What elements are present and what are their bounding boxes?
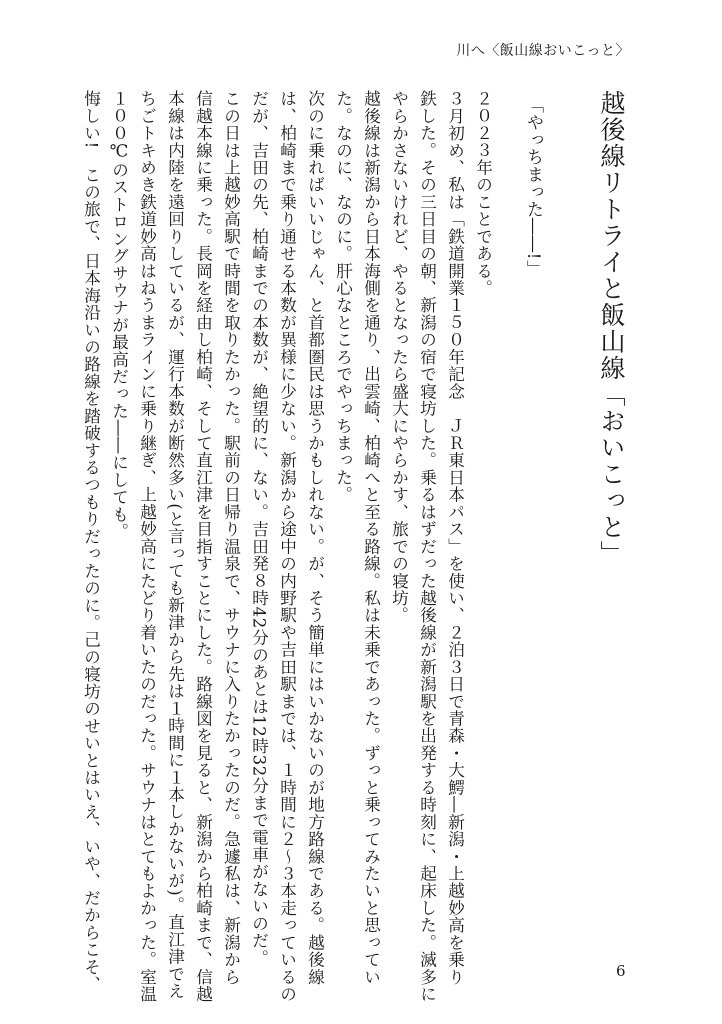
body-line: 本線は内陸を遠回りしているが、運行本数が断然多い(と言っても新津から先は１時間に１本しかないが)。直江津でえ: [165, 90, 185, 1000]
body-line: 次のに乗ればいいじゃん、と首都圏民は思うかもしれない。が、そう簡単にはいかないのが地方路線である。越後線: [305, 90, 325, 986]
body-line: ちごトキめき鉄道妙高はねうまラインに乗り継ぎ、上越妙高にたどり着いたのだった。サウナはとてもよかった。室温: [137, 90, 157, 1003]
body-line: ３月初め、私は「鉄道開業１５０年記念 ＪＲ東日本パス」を使い、２泊３日で青森・大鰐―新潟・上越妙高を乗り: [445, 90, 465, 986]
chapter-title: 越後線リトライと飯山線「おいこっと」: [597, 90, 626, 567]
body-line: １００℃のストロングサウナが最高だった――にしても。: [109, 90, 129, 541]
body-line: ２０２３年のことである。: [473, 90, 493, 297]
body-line: 越後線は新潟から日本海側を通り、出雲崎、柏崎へと至る路線。私は未乗であった。ずっと乗ってみたいと思ってい: [361, 90, 381, 986]
body-line: この日は上越妙高駅で時間を取りたかった。駅前の日帰り温泉で、サウナに入りたかったのだ。急遽私は、新潟から: [221, 90, 241, 986]
body-line: 信越本線に乗った。長岡を経由し柏崎、そして直江津を目指すことにした。路線図を見ると、新潟から柏崎まで、信越: [193, 90, 213, 1003]
body-line: だが、吉田の先、柏崎までの本数が、絶望的に、ない。吉田発８時42分のあとは12時32分まで電車がないのだ。: [249, 90, 269, 967]
body-line: 悔しい! この旅で、日本海沿いの路線を踏破するつもりだったのに。己の寝坊のせいとはいえ、いや、だからこそ、: [81, 90, 101, 993]
body-line: 鉄した。その三日目の朝、新潟の宿で寝坊した。乗るはずだった越後線が新潟駅を出発する時刻に、起床した。滅多に: [417, 90, 437, 1003]
page-number: 6: [616, 962, 626, 980]
running-header: 川へ〈飯山線おいこっと〉: [456, 43, 630, 59]
body-line: た。なのに、なのに。肝心なところでやっちまった。: [333, 90, 353, 504]
body-line: やらかさないけれど、やるとなったら盛大にやらかす、旅での寝坊。: [389, 90, 409, 624]
body-line: は、柏崎まで乗り通せる本数が異様に少ない。新潟から途中の内野駅や吉田駅までは、１時間に２〜３本走っているの: [277, 90, 297, 1003]
opening-quote: 「やっちまった――!」: [523, 96, 543, 278]
